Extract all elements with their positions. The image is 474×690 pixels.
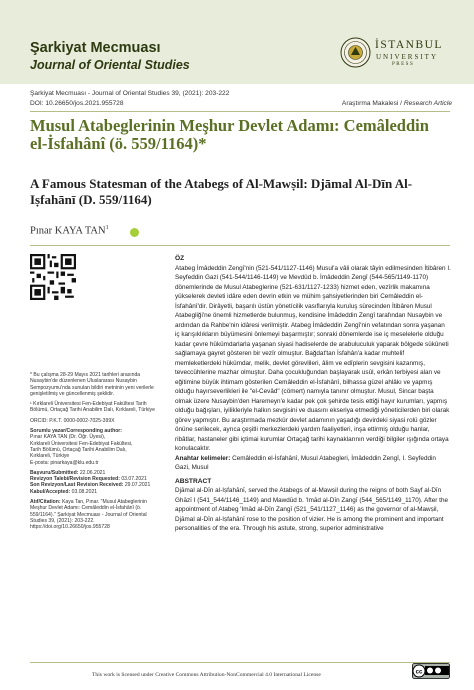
publisher-logo[interactable] bbox=[340, 36, 452, 72]
author-name-text: Pınar KAYA TAN bbox=[30, 225, 106, 237]
license-text[interactable]: This work is licensed under Creative Commons Attribution-NonCommercial 4.0 International License bbox=[92, 672, 321, 678]
article-title-turkish: Musul Atabeglerinin Meşhur Devlet Adamı: Cemâleddin el-İsfahânî (ö. 559/1164)* bbox=[30, 116, 429, 153]
divider bbox=[30, 111, 450, 112]
corresponding-author-heading: Sorumlu yazar/Corresponding author: bbox=[30, 428, 122, 435]
abstract-heading: ABSTRACT bbox=[175, 477, 212, 485]
journal-citation: Şarkiyat Mecmuası - Journal of Oriental Studies 39, (2021): 203-222 bbox=[30, 90, 230, 97]
date-revision-requested-value: 03.07.2021 bbox=[121, 476, 147, 483]
date-last-revision-value: 29.07.2021 bbox=[124, 482, 151, 489]
citation-label: Atıf/Citation: bbox=[30, 499, 61, 506]
logo-line-2: UNIVERSITY bbox=[376, 53, 438, 61]
divider bbox=[30, 245, 450, 246]
keywords-text: Cemâleddin el-İsfahânî, Musul Atabegleri, İmâdeddin Zengî, I. Seyfeddin Gazi, Musul bbox=[175, 454, 436, 471]
keywords bbox=[175, 454, 451, 473]
date-submitted-value: 22.06.2021 bbox=[79, 469, 106, 476]
article-info-sidebar bbox=[30, 372, 165, 535]
date-submitted-label: Başvuru/Submitted: 22.06.2021 bbox=[30, 469, 106, 476]
article-type bbox=[342, 100, 452, 107]
journal-header bbox=[0, 0, 474, 84]
presentation-note: * Bu çalışma 28-29 Mayıs 2021 tarihleri arasında Nusaybin'de düzenlenen Uluslararası Nusaybin Sempozyumu'nda sunulan bildiri metninin yeni verilerle genişletilmiş ve güncellenmiş şeklidir. bbox=[30, 372, 154, 397]
university-seal-icon bbox=[340, 37, 371, 68]
qr-code-icon bbox=[30, 254, 76, 300]
keywords-label: Anahtar kelimeler: bbox=[175, 454, 231, 462]
article-type-en: Research Article bbox=[403, 100, 452, 107]
oz-text: Atabeg İmâdeddin Zengî'nin (521-541/1127-1146) Musul'a vâli olarak tâyin edilmesinden İtibâren I. Seyfeddin Gazi (541-544/1146-1149) ve Mevdûd b. İmâdeddin Zengî (544-565/1149-1170) dönemlerinde de Musul Atabeglerine (521-631/1127-1233) hizmet eden, vezîrlik makamına yükselerek devleti idâre eden devrin etkin ve mühim şahsiyetlerinden biri Cemâleddin el-İsfahânî'dir. Dirâyetli, başarılı üstün yönetícilik vasıflarıyla kuruluş sürecinden İtibâren Musul Atabegliği'ne önemli hizmetlerde bulunmuş, kendisine İmâdeddin Zengî tarafından Nusaybin ve ardından da Rahbe'nin idâresi verilmiştir. Atabeg İmâdeddin Zengî'nin vefatından sonra yaşanan iç karışıklıkların büyümesini önlemeyi başarmıştır; sonraki dönemlerde ise iç meselelerle olduğu kadar çevre hükümdarlarla yaşanan siyasi hadiselerde de arabuluculuk yaparak bölgede sükûneti sağlamaya gayret gösteren bir vezîr olmuştur. Bağdat'tan İsfahân'a kadar muhtelif memleketlerdeki hükümdar, melik, devlet görevlileri, âlim ve edîplerin sevgisini kazanmış, teveccühlerine mazhar olmuştur. Daha çocukluğundan başlayarak usûl, erkân terbiyesi alan ve eğitimine büyük ihtimam gösterilen Cemâleddin el-İsfahânî, bilhassa güzel ahlâkı ve yapmış olduğu hayırseverlikleri ile "el-Cevâd" (cömert) namıyla tanınır olmuştur. Musul, Sincar başta olmak üzere Nusaybin'den Haremeyn'e kadar pek çok şehirde tesis ettiği hayır kurumları, yapmış olduğu bağışları, iyilikleriyle halkın sevgisini ve duasını ekseriya etmediği yöneticilerden biri olarak görev yapmıştır. Bu araştırmada mezkûr devlet adamının yaşadığı devirdeki siyasi rolü gözler önüne serilecek, ayrıca çeşitli merkezlerdeki yardım faaliyetleri, inşa ettirmiş olduğu hanlar, ribâtlar, hastaneler gibi içtimai kurumlar Ortaçağ tarihi kaynaklarının verdiği bilgiler ışığında ortaya konulacaktır. bbox=[175, 264, 451, 452]
date-accepted-label: Kabul/Accepted: 03.08.2021 bbox=[30, 488, 98, 495]
article-type-tr: Araştırma Makalesi / bbox=[341, 100, 404, 107]
article-title-english: A Famous Statesman of the Atabegs of Al-Mawṣil: Djāmal Al-Dīn Al-Iṣfahānī (D. 559/1164) bbox=[30, 176, 413, 207]
logo-line-1: İSTANBUL bbox=[375, 39, 443, 51]
author-affiliation: ¹ Kırklareli Üniversitesi Fen-Edebiyat Fakültesi Tarih Bölümü, Ortaçağ Tarihi Anabilim Dalı, Kırklareli, Türkiye bbox=[30, 401, 155, 414]
journal-subtitle: Journal of Oriental Studies bbox=[30, 58, 190, 72]
corresponding-author-line: Tarih Bölümü, Ortaçağ Tarihi Anabilim Dalı, bbox=[30, 446, 127, 453]
logo-line-3: PRESS bbox=[392, 62, 415, 67]
svg-text:cc: cc bbox=[415, 669, 423, 676]
citation-block bbox=[30, 499, 165, 530]
corresponding-author-line: Kırklareli Üniversitesi Fen-Edebiyat Fakültesi, bbox=[30, 440, 133, 447]
citation-text[interactable]: Kaya Tan, Pınar. "Musul Atabeglerinin Meşhur Devlet Adamı: Cemâleddin el-İsfahânî (ö. 559/1164)." Şarkiyat Mecmuası - Journal of Oriental Studies 39, (2021): 203-222. https://doi.org/10.26650/jos.955728 bbox=[30, 499, 147, 531]
article-doi[interactable]: DOI: 10.26650/jos.2021.955728 bbox=[30, 100, 124, 107]
abstract-column bbox=[175, 254, 451, 534]
orcid-icon[interactable] bbox=[130, 228, 139, 237]
corresponding-author-email[interactable]: E-posta: pinarkaya@klu.edu.tr bbox=[30, 459, 99, 466]
date-revision-requested-label: Revizyon Talebi/Revision Requested: 03.07.2021 bbox=[30, 476, 147, 483]
date-last-revision-label: Son Revizyon/Last Revision Received: 29.07.2021 bbox=[30, 482, 151, 489]
author-name bbox=[30, 225, 109, 237]
author-affiliation-marker: 1 bbox=[105, 225, 109, 231]
oz-heading: ÖZ bbox=[175, 255, 185, 262]
date-accepted-value: 03.08.2021 bbox=[71, 488, 98, 495]
corresponding-author-line: Pınar KAYA TAN (Dr. Öğr. Üyesi), bbox=[30, 434, 106, 441]
abstract-text: Djāmal al-Dīn al-Iṣfahānī, served the Atabegs of al-Mawṣil during the reigns of both Sayf al-Dīn Ghāzī I (541_544/1146_1149) and Mawdūd b. 'Imād al-Dīn Zangī (544_565/1149_1170). After the appointment of Atabeg 'Imād al-Dīn Zangī (521_541/1127_1146) as the governor of al-Mawṣil, Djāmal al-Dīn al-Iṣfahānī rose to the position of vizier. He is among the prominent and important personalities of the era. Through his astute, strong, superior administrative bbox=[175, 487, 449, 532]
author-orcid[interactable]: ORCID: P.K.T. 0000-0002-7025-399X bbox=[30, 417, 115, 424]
footer-divider bbox=[30, 662, 450, 663]
journal-title: Şarkiyat Mecmuası bbox=[30, 40, 161, 56]
corresponding-author-line: Kırklareli, Türkiye bbox=[30, 453, 70, 460]
cc-by-nc-badge[interactable] bbox=[412, 663, 450, 679]
